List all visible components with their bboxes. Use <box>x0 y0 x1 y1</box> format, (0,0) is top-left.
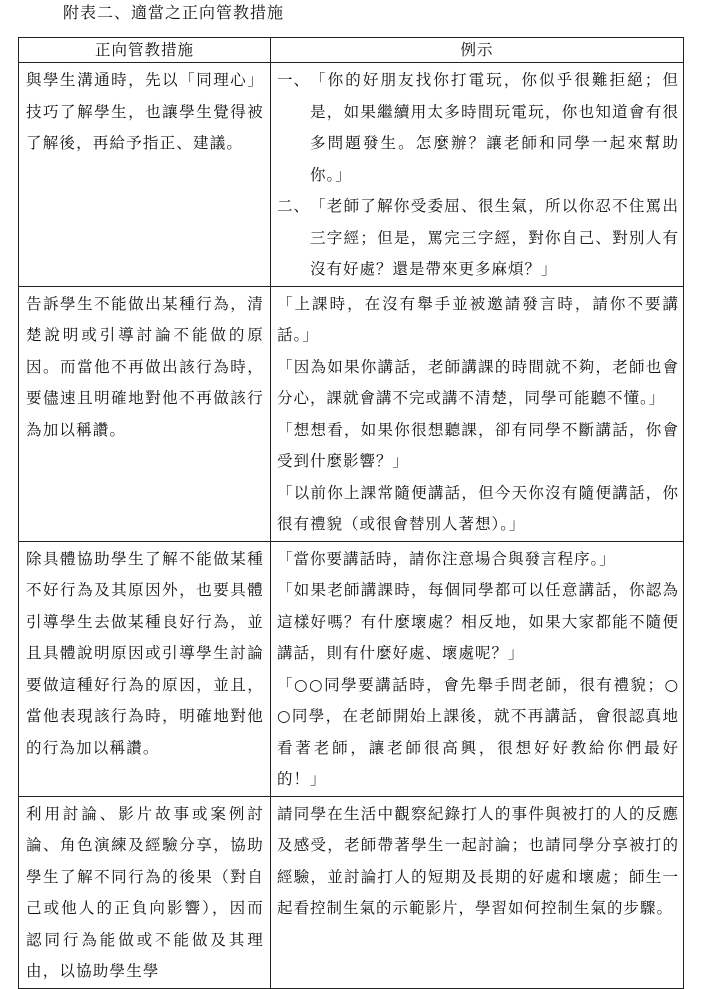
measure-cell: 與學生溝通時，先以「同理心」技巧了解學生，也讓學生覺得被了解後，再給予指正、建議。 <box>19 63 271 287</box>
example-text: 「上課時，在沒有舉手並被邀請發言時，請你不要講話。」 <box>277 294 679 344</box>
example-text: 「○○同學要講話時，會先舉手問老師，很有禮貌；○○同學，在老師開始上課後，就不再講話，會很認真地看著老師，讓老師很高興，很想好好教給你們最好的！」 <box>277 675 679 788</box>
example-text: 「老師了解你受委屈、很生氣，所以你忍不住罵出三字經；但是，罵完三字經，對你自己、對別人有沒有好處？還是帶來更多麻煩？」 <box>310 197 679 278</box>
table-header-row <box>19 38 684 63</box>
table-row <box>19 796 684 988</box>
example-cell <box>271 63 684 287</box>
table-row <box>19 541 684 796</box>
example-item <box>277 191 679 286</box>
example-text: 「你的好朋友找你打電玩，你似乎很難拒絕；但是，如果繼續用太多時間玩電玩，你也知道會有很多問題發生。怎麼辦？讓老師和同學一起來幫助你。」 <box>310 71 679 184</box>
measure-cell: 利用討論、影片故事或案例討論、角色演練及經驗分享，協助學生了解不同行為的後果（對自己或他人的正負向影響），因而認同行為能做或不能做及其理由，以協助學生學 <box>19 796 271 988</box>
measure-cell: 告訴學生不能做出某種行為，清楚說明或引導討論不能做的原因。而當他不再做出該行為時，要儘速且明確地對他不再做該行為加以稱讚。 <box>19 286 271 541</box>
example-text: 「如果老師講課時，每個同學都可以任意講話，你認為這樣好嗎？有什麼壞處？相反地，如果大家都能不隨便講話，則有什麼好處、壞處呢？」 <box>277 581 679 662</box>
example-text: 請同學在生活中觀察紀錄打人的事件與被打的人的反應及感受，老師帶著學生一起討論；也請同學分享被打的經驗，並討論打人的短期及長期的好處和壞處；師生一起看控制生氣的示範影片，學習如何控制生氣的步驟。 <box>277 804 679 917</box>
positive-discipline-table <box>18 37 684 989</box>
example-cell <box>271 796 684 988</box>
table-row <box>19 286 684 541</box>
example-number: 一、 <box>277 71 311 89</box>
example-text: 「以前你上課常隨便講話，但今天你沒有隨便講話，你很有禮貌（或很會替別人著想）。」 <box>277 483 679 533</box>
measure-cell: 除具體協助學生了解不能做某種不好行為及其原因外，也要具體引導學生去做某種良好行為，並且具體說明原因或引導學生討論要做這種好行為的原因，並且，當他表現該行為時，明確地對他的行為加以稱讚。 <box>19 541 271 796</box>
table-row <box>19 63 684 287</box>
example-item <box>277 65 679 191</box>
example-text: 「因為如果你講話，老師講課的時間就不夠，老師也會分心，課就會講不完或講不清楚，同學可能聽不懂。」 <box>277 357 679 407</box>
example-text: 「想想看，如果你很想聽課，卻有同學不斷講話，你會受到什麼影響？」 <box>277 420 679 470</box>
example-cell <box>271 541 684 796</box>
example-text: 「當你要講話時，請你注意場合與發言程序。」 <box>277 549 616 568</box>
example-cell <box>271 286 684 541</box>
header-example: 例示 <box>271 38 684 63</box>
header-measure: 正向管教措施 <box>19 38 271 63</box>
example-number: 二、 <box>277 197 311 215</box>
document-title: 附表二、適當之正向管教措施 <box>63 3 285 22</box>
